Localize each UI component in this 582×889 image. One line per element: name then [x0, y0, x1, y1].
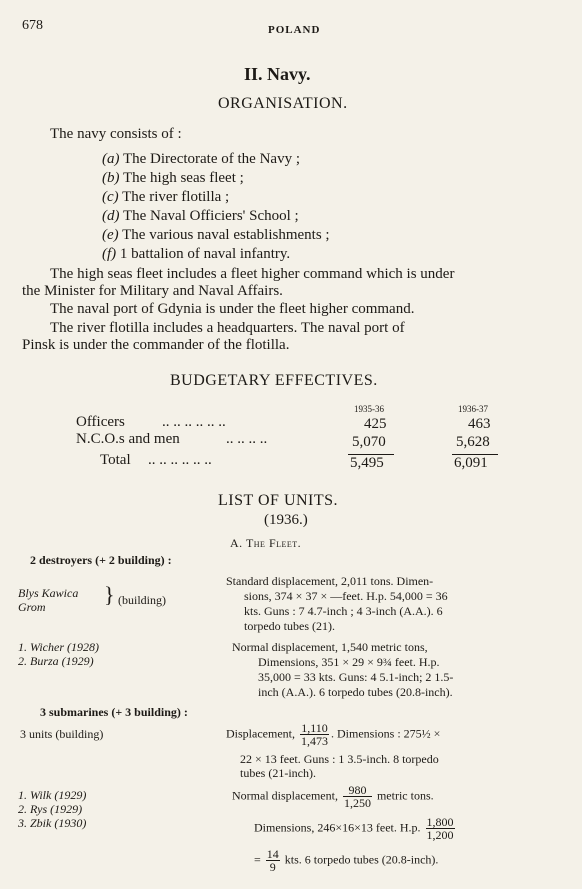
submarine-building-desc: tubes (21-inch).: [240, 766, 316, 780]
organisation-item: (a) The Directorate of the Navy ;: [102, 151, 300, 167]
budget-value: 6,091: [454, 455, 488, 471]
paragraph-line: The high seas fleet includes a fleet higher command which is under: [50, 266, 455, 282]
budget-row-leaders: .. .. .. ..: [226, 431, 268, 447]
budget-value: 463: [468, 416, 491, 432]
organisation-item: (e) The various naval establishments ;: [102, 227, 330, 243]
submarine-building-desc: Displacement, $\frac{1,110}{1,473}$ . Dimensions : 275½ ×: [226, 721, 441, 748]
budget-value: 5,495: [350, 455, 384, 471]
destroyer-ship: 2. Burza (1929): [18, 654, 94, 668]
organisation-item: (b) The high seas fleet ;: [102, 170, 244, 186]
fleet-heading: A. The Fleet.: [230, 536, 302, 550]
running-title: POLAND: [268, 24, 321, 36]
submarine-ships-desc: Dimensions, 246×16×13 feet. H.p. $\frac{1,800}{1,200}$: [254, 815, 454, 842]
section-subtitle: ORGANISATION.: [218, 95, 348, 112]
fraction: $\frac{980}{1,250}$: [343, 783, 371, 810]
submarine-ship: 3. Zbik (1930): [18, 816, 87, 830]
budget-value: 5,628: [456, 434, 490, 450]
submarine-ships-desc: = $\frac{14}{9}$ kts. 6 torpedo tubes (20.8-inch).: [254, 847, 439, 874]
budget-value: 425: [364, 416, 387, 432]
paragraph-line: Pinsk is under the commander of the flotilla.: [22, 337, 290, 353]
organisation-item: (d) The Naval Officiers' School ;: [102, 208, 299, 224]
budget-value: 5,070: [352, 434, 386, 450]
submarine-building-label: 3 units (building): [20, 727, 104, 741]
destroyer-ships-desc: Normal displacement, 1,540 metric tons, Dimensions, 351 × 29 × 9¾ feet. H.p. 35,000 = 33 kts. Guns: 4 5.1-inch; 2 1.5- inch (A.A.). 6 torpedo tubes (20.8-inch).: [232, 640, 454, 699]
fraction: $\frac{1,800}{1,200}$: [426, 815, 454, 842]
fraction: $\frac{1,110}{1,473}$: [300, 721, 328, 748]
destroyer-building-name: Blys Kawica: [18, 586, 79, 600]
destroyer-building-desc: Standard displacement, 2,011 tons. Dimen- sions, 374 × 37 × —feet. H.p. 54,000 = 36 kts. Guns : 7 4.7-inch ; 4 3-inch (A.A.). 6 torpedo tubes (21).: [226, 574, 448, 633]
organisation-list: [102, 150, 330, 264]
paragraph-line: the Minister for Military and Naval Affairs.: [22, 283, 283, 299]
destroyers-heading: 2 destroyers (+ 2 building) :: [30, 553, 172, 567]
budget-row-label: Officers: [76, 414, 125, 430]
submarine-ship: 2. Rys (1929): [18, 802, 83, 816]
fraction: $\frac{14}{9}$: [266, 847, 279, 874]
submarine-ship: 1. Wilk (1929): [18, 788, 87, 802]
submarines-heading: 3 submarines (+ 3 building) :: [40, 705, 188, 719]
budget-col-1936: 1936-37: [458, 404, 488, 414]
budget-row-leaders: .. .. .. .. .. ..: [162, 414, 226, 430]
section-title: II. Navy.: [244, 64, 311, 84]
budget-row-label: N.C.O.s and men: [76, 431, 180, 447]
budget-title: BUDGETARY EFFECTIVES.: [170, 372, 378, 389]
budget-row-leaders: .. .. .. .. .. ..: [148, 452, 212, 468]
brace-icon: }: [104, 582, 115, 607]
submarine-building-desc: 22 × 13 feet. Guns : 1 3.5-inch. 8 torpedo: [240, 752, 439, 766]
page-number: 678: [22, 18, 43, 33]
submarine-ships-desc: Normal displacement, $\frac{980}{1,250}$ metric tons.: [232, 783, 434, 810]
destroyer-ship: 1. Wicher (1928): [18, 640, 99, 654]
destroyer-building-name: Grom: [18, 600, 46, 614]
organisation-item: (c) The river flotilla ;: [102, 189, 230, 205]
organisation-item: (f) 1 battalion of naval infantry.: [102, 246, 291, 262]
intro-text: The navy consists of :: [50, 126, 182, 142]
budget-row-label: Total: [100, 452, 131, 468]
units-title: LIST OF UNITS.: [218, 492, 339, 509]
paragraph-line: The naval port of Gdynia is under the fleet higher command.: [50, 301, 415, 317]
paragraph-line: The river flotilla includes a headquarters. The naval port of: [50, 320, 405, 336]
units-year: (1936.): [264, 512, 308, 528]
budget-col-1935: 1935-36: [354, 404, 384, 414]
destroyer-building-note: (building): [118, 593, 166, 607]
